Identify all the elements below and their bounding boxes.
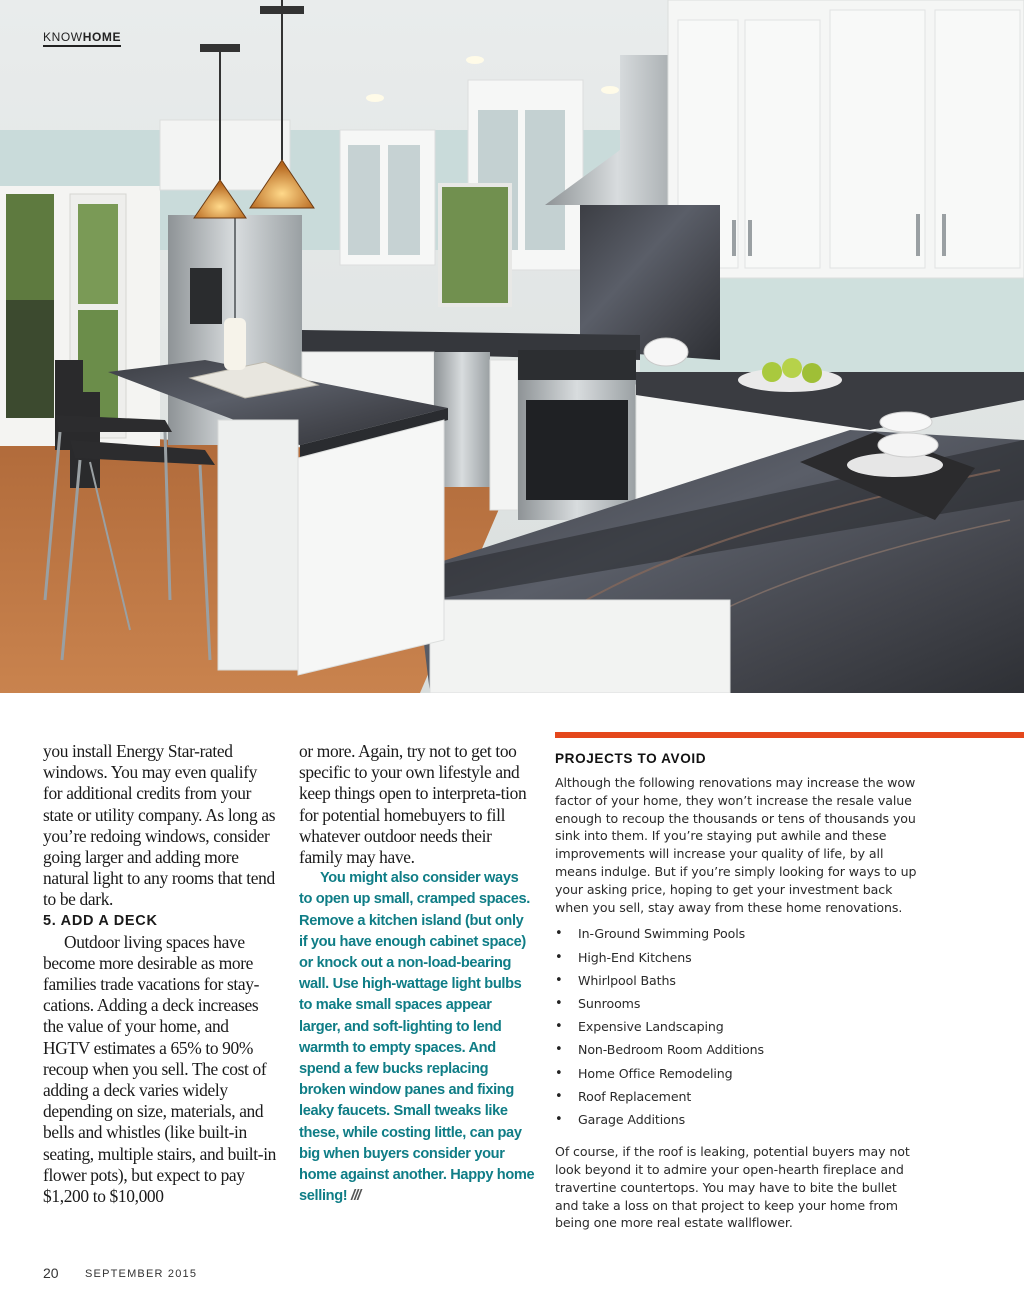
sidebar-outro: Of course, if the roof is leaking, potential buyers may not look beyond it to admire your open-hearth fireplace and travertine countertops. You may have to bite the bullet and take a loss on that project to keep your home from being one more real estate wallflower. (555, 1144, 910, 1231)
kicker-part2: HOME (82, 30, 122, 44)
column2-paragraph-1: or more. Again, try not to get too specific to your own lifestyle and keep things open to interpreta-tion for potential homebuyers to fill whatever outdoor needs their family may have. (299, 741, 527, 868)
sidebar-intro: Although the following renovations may increase the wow factor of your home, they won’t increase the resale value enough to recoup the thousands or tens of thousands you sink into them. If you’re staying put awhile and these improvements will increase your quality of life, by all means indulge. But if you’re simply looking for ways to up your asking price, hoping to get your investment back when you sell, stay away from these home renovations. (555, 775, 917, 915)
article-column-1 (43, 741, 279, 1207)
list-item: • Expensive Landscaping (555, 1015, 917, 1038)
page-number: 20 (43, 1265, 59, 1281)
list-item: • Roof Replacement (555, 1085, 917, 1108)
article-column-2 (299, 741, 535, 1207)
sidebar-list (555, 922, 917, 1131)
sidebar-title: PROJECTS TO AVOID (555, 751, 707, 766)
list-item: • Garage Additions (555, 1108, 917, 1131)
callout-text: You might also consider ways to open up small, cramped spaces. Remove a kitchen island (but only if you have enough cabinet space) or knock out a non-load-bearing wall. Use high-wattage light bulbs to make small spaces appear larger, and soft-lighting to lend warmth to empty spaces. And spend a few bucks replacing broken window panes and fixing leaky faucets. Small tweaks like these, while costing little, can pay big when buyers consider your home against another. Happy home selling! (299, 870, 535, 1205)
section-heading-add-a-deck: 5. ADD A DECK (43, 912, 158, 929)
sidebar-rule (555, 732, 1024, 738)
list-item: • High-End Kitchens (555, 946, 917, 969)
issue-date: SEPTEMBER 2015 (85, 1268, 198, 1280)
column1-paragraph-2: Outdoor living spaces have become more desirable as more families trade vacations for stay-cations. Adding a deck increases the value of your home, and HGTV estimates a 65% to 90% recoup when you sell. The cost of adding a deck varies widely depending on size, materials, and bells and whistles (like built-in seating, multiple stairs, and built-in flower pots), but expect to pay $1,200 to $10,000 (43, 931, 277, 1207)
sidebar-projects-to-avoid (555, 750, 917, 1232)
column1-paragraph-1: you install Energy Star-rated windows. You may even qualify for additional credits from your state or utility company. As long as you’re redoing windows, consider going larger and adding more natural light to any rooms that tend to be dark. (43, 741, 276, 910)
list-item: • Home Office Remodeling (555, 1062, 917, 1085)
section-kicker (43, 31, 121, 47)
list-item: • Non-Bedroom Room Additions (555, 1038, 917, 1061)
kicker-part1: KNOW (43, 30, 83, 44)
list-item: • Whirlpool Baths (555, 969, 917, 992)
callout-paragraph (299, 868, 535, 1207)
end-mark: /// (351, 1188, 361, 1205)
list-item: • Sunrooms (555, 992, 917, 1015)
list-item: • In-Ground Swimming Pools (555, 922, 917, 945)
